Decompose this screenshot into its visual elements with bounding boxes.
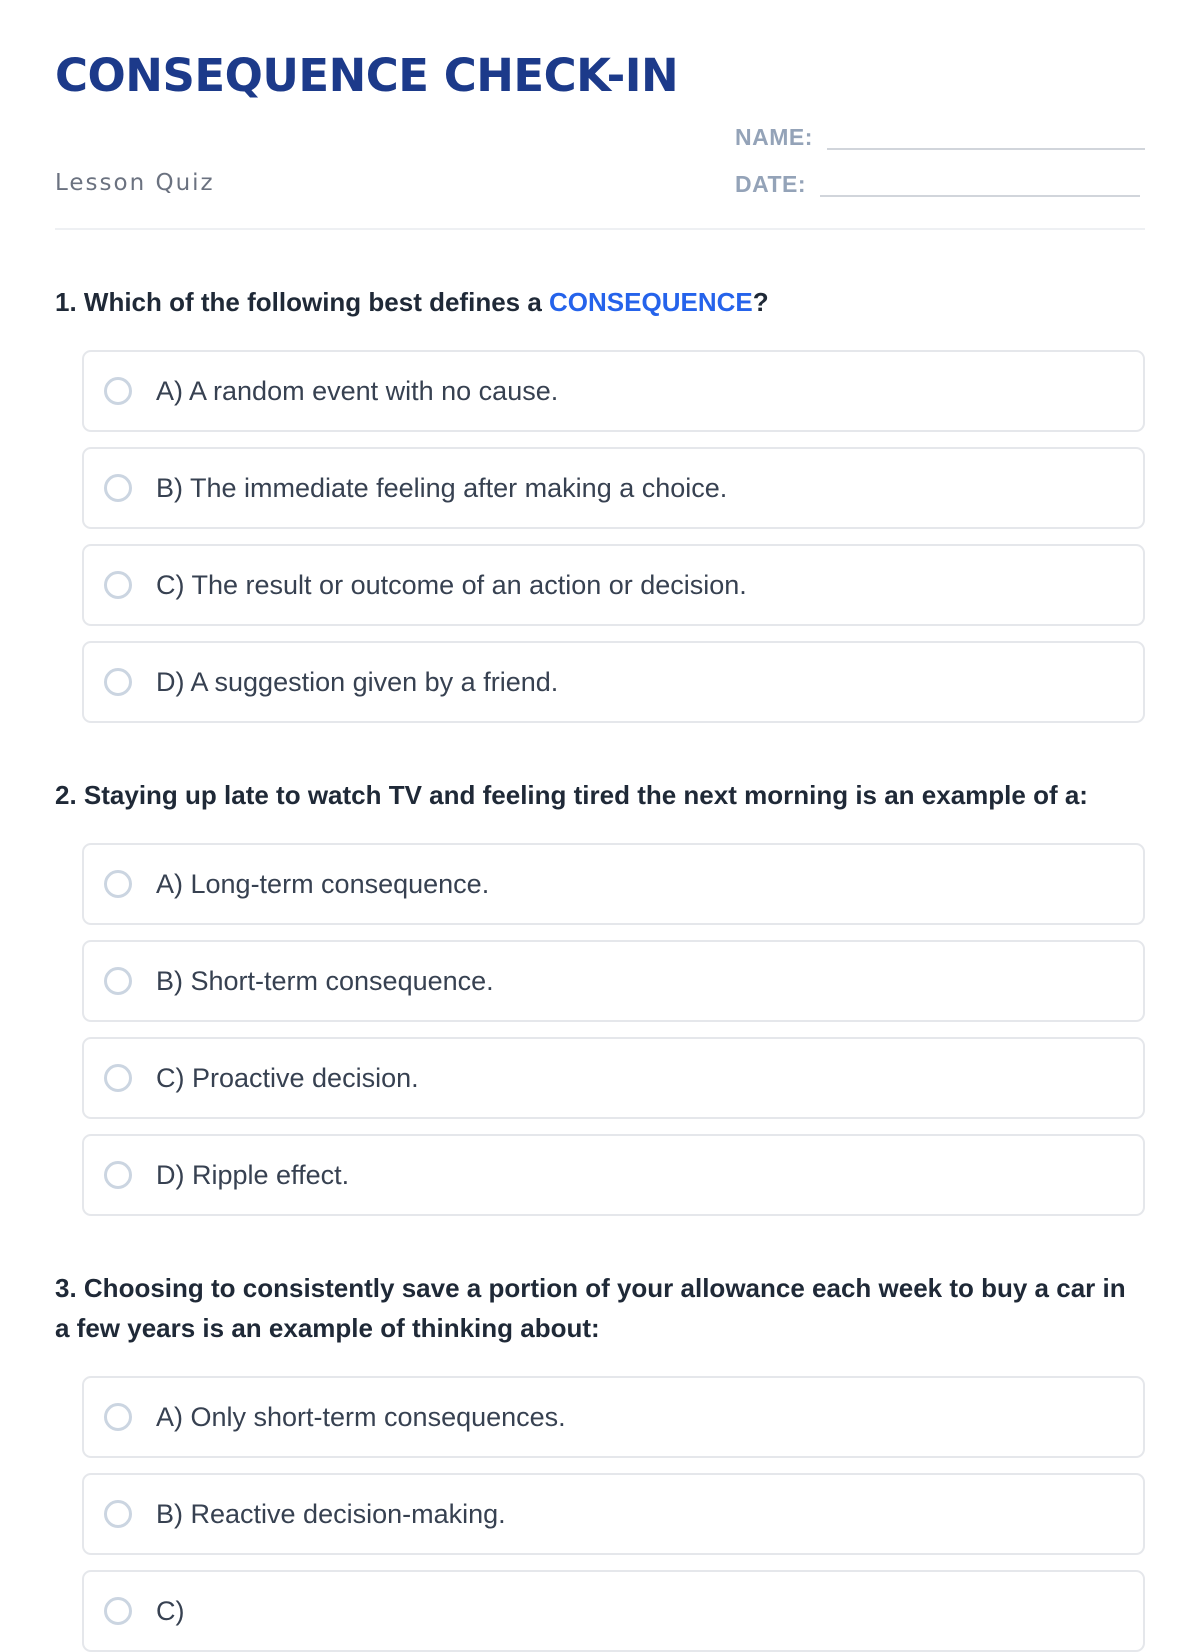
name-input-line[interactable] [827, 120, 1145, 150]
radio-circle-icon[interactable] [104, 668, 132, 696]
answer-option-label: C) [156, 1595, 185, 1626]
question-3 [55, 1268, 1145, 1652]
question-2 [55, 775, 1145, 1216]
answer-option[interactable] [82, 447, 1145, 529]
radio-circle-icon[interactable] [104, 1064, 132, 1092]
answer-option[interactable] [82, 1134, 1145, 1216]
question-2-options [82, 843, 1145, 1216]
answer-option-label: D) A suggestion given by a friend. [156, 666, 559, 697]
date-input-line[interactable] [820, 167, 1140, 197]
radio-circle-icon[interactable] [104, 967, 132, 995]
page-subtitle: Lesson Quiz [55, 170, 215, 196]
quiz-header [55, 0, 1145, 230]
answer-option-label: C) Proactive decision. [156, 1062, 419, 1093]
answer-option-label: C) The result or outcome of an action or decision. [156, 569, 747, 600]
radio-circle-icon[interactable] [104, 1597, 132, 1625]
answer-option-label: B) Short-term consequence. [156, 965, 494, 996]
name-field[interactable] [735, 120, 1145, 150]
answer-option-label: A) A random event with no cause. [156, 375, 559, 406]
answer-option-label: B) The immediate feeling after making a choice. [156, 472, 728, 503]
page-title: CONSEQUENCE CHECK-IN [55, 49, 679, 102]
answer-option[interactable] [82, 1037, 1145, 1119]
question-1-keyword: CONSEQUENCE [549, 287, 753, 317]
answer-option[interactable] [82, 940, 1145, 1022]
question-3-text: 3. Choosing to consistently save a portion of your allowance each week to buy a car in a few years is an example of thinking about: [55, 1273, 1126, 1343]
radio-circle-icon[interactable] [104, 377, 132, 405]
radio-circle-icon[interactable] [104, 870, 132, 898]
name-label: NAME: [735, 124, 813, 150]
question-2-text: 2. Staying up late to watch TV and feeling tired the next morning is an example of a: [55, 780, 1088, 810]
answer-option-label: A) Only short-term consequences. [156, 1401, 566, 1432]
answer-option[interactable] [82, 544, 1145, 626]
question-1-suffix: ? [752, 287, 769, 317]
question-1-text [55, 282, 1145, 322]
question-1 [55, 282, 1145, 723]
answer-option[interactable] [82, 1570, 1145, 1652]
date-label: DATE: [735, 171, 807, 197]
radio-circle-icon[interactable] [104, 1500, 132, 1528]
answer-option[interactable] [82, 843, 1145, 925]
answer-option-label: B) Reactive decision-making. [156, 1498, 506, 1529]
answer-option[interactable] [82, 1376, 1145, 1458]
radio-circle-icon[interactable] [104, 1161, 132, 1189]
question-1-options [82, 350, 1145, 723]
answer-option[interactable] [82, 1473, 1145, 1555]
answer-option[interactable] [82, 350, 1145, 432]
radio-circle-icon[interactable] [104, 474, 132, 502]
question-3-options [82, 1376, 1145, 1652]
question-1-prefix: 1. Which of the following best defines a [55, 287, 550, 317]
date-field[interactable] [735, 167, 1140, 197]
radio-circle-icon[interactable] [104, 571, 132, 599]
radio-circle-icon[interactable] [104, 1403, 132, 1431]
answer-option-label: A) Long-term consequence. [156, 868, 490, 899]
answer-option[interactable] [82, 641, 1145, 723]
answer-option-label: D) Ripple effect. [156, 1159, 350, 1190]
